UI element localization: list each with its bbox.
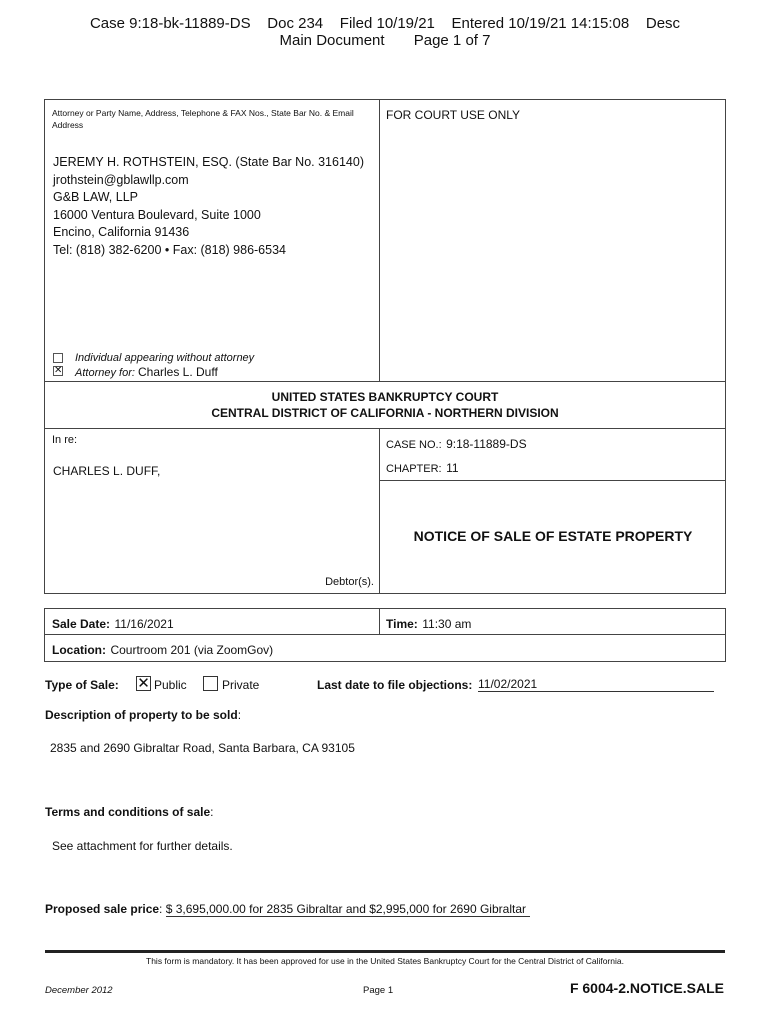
objections-label: Last date to file objections: — [317, 678, 473, 692]
sale-date: 11/16/2021 — [114, 617, 174, 631]
sale-time: 11:30 am — [422, 617, 472, 631]
sale-type-label: Type of Sale: — [45, 678, 119, 692]
court-name-box — [44, 381, 726, 429]
case-vertical-divider — [379, 428, 380, 594]
sale-time-label: Time: — [386, 617, 418, 631]
price-row — [45, 902, 530, 916]
notice-title: NOTICE OF SALE OF ESTATE PROPERTY — [413, 528, 693, 544]
property-description: 2835 and 2690 Gibraltar Road, Santa Barbara, CA 93105 — [50, 741, 355, 755]
public-checkbox[interactable]: ✕ — [137, 675, 150, 692]
debtor-name: CHARLES L. DUFF, — [53, 464, 161, 478]
chapter-row — [386, 459, 459, 477]
attorney-line: 16000 Ventura Boulevard, Suite 1000 — [53, 207, 261, 222]
form-id: F 6004-2.NOTICE.SALE — [569, 980, 724, 996]
objections-date: 11/02/2021 — [478, 677, 538, 691]
footer-date: December 2012 — [45, 985, 113, 996]
sale-location-label: Location: — [52, 643, 106, 657]
sale-info-vertical-divider — [379, 608, 380, 635]
public-label: Public — [154, 678, 187, 692]
self-represented-checkbox[interactable] — [53, 353, 63, 363]
sale-location-row — [52, 641, 273, 659]
attorney-line: jrothstein@gblawllp.com — [53, 172, 189, 187]
sale-location: Courtroom 201 (via ZoomGov) — [110, 643, 274, 657]
private-label: Private — [222, 678, 260, 692]
court-name-line1: UNITED STATES BANKRUPTCY COURT — [271, 390, 499, 404]
case-header-line1: Case 9:18-bk-11889-DS Doc 234 Filed 10/19/21 Entered 10/19/21 14:15:08 Desc — [89, 15, 681, 32]
price-label: Proposed sale price — [45, 902, 160, 916]
attorney-line: G&B LAW, LLP — [53, 190, 138, 204]
court-use-label: FOR COURT USE ONLY — [386, 108, 521, 122]
terms-label: Terms and conditions of sale — [45, 805, 211, 819]
price-colon: : — [159, 902, 163, 916]
court-name-line2: CENTRAL DISTRICT OF CALIFORNIA - NORTHERN DIVISION — [211, 406, 559, 420]
attorney-line: JEREMY H. ROTHSTEIN, ESQ. (State Bar No. 316140) — [53, 155, 364, 169]
sale-date-row — [52, 615, 174, 633]
attorney-line: Tel: (818) 382-6200 • Fax: (818) 986-6534 — [53, 242, 286, 257]
attorney-for-label: Attorney for: — [75, 367, 135, 379]
caption-vertical-divider — [379, 99, 380, 382]
objections-date-field[interactable] — [478, 677, 714, 692]
case-header-line2: Main Document Page 1 of 7 — [279, 32, 491, 49]
case-number-row — [386, 435, 527, 453]
terms-heading — [45, 805, 213, 819]
case-box — [44, 428, 726, 594]
case-number-label: CASE NO.: — [386, 439, 442, 451]
attorney-for-checkbox[interactable]: ✕ — [54, 365, 63, 376]
footer-rule — [45, 950, 725, 953]
private-checkbox[interactable] — [203, 676, 218, 691]
self-represented-label: Individual appearing without attorney — [75, 352, 255, 364]
proposed-price: $ 3,695,000.00 for 2835 Gibraltar and $2,995,000 for 2690 Gibraltar — [166, 902, 530, 917]
chapter-label: CHAPTER: — [386, 463, 442, 475]
chapter-number: 11 — [446, 461, 459, 475]
sale-info-mid-divider — [44, 634, 726, 635]
description-colon: : — [237, 708, 242, 722]
footer-page: Page 1 — [363, 985, 394, 996]
case-horizontal-divider — [379, 480, 726, 481]
attorney-for-row — [75, 365, 218, 379]
attorney-info — [53, 154, 364, 259]
sale-time-row — [386, 615, 471, 633]
attorney-label: Attorney or Party Name, Address, Telephone & FAX Nos., State Bar No. & Email Address — [52, 108, 354, 130]
attorney-line: Encino, California 91436 — [53, 225, 190, 239]
description-heading — [45, 708, 241, 722]
debtor-label: Debtor(s). — [325, 576, 374, 588]
description-label: Description of property to be sold — [45, 708, 238, 722]
terms-text: See attachment for further details. — [52, 839, 233, 853]
terms-colon: : — [210, 805, 214, 819]
case-number: 9:18-11889-DS — [446, 437, 527, 451]
in-re-label: In re: — [52, 434, 78, 446]
sale-date-label: Sale Date: — [52, 617, 111, 631]
attorney-for-name: Charles L. Duff — [137, 365, 218, 379]
mandatory-notice: This form is mandatory. It has been approved for use in the United States Bankruptcy Court for the Central District of California. — [146, 956, 624, 966]
